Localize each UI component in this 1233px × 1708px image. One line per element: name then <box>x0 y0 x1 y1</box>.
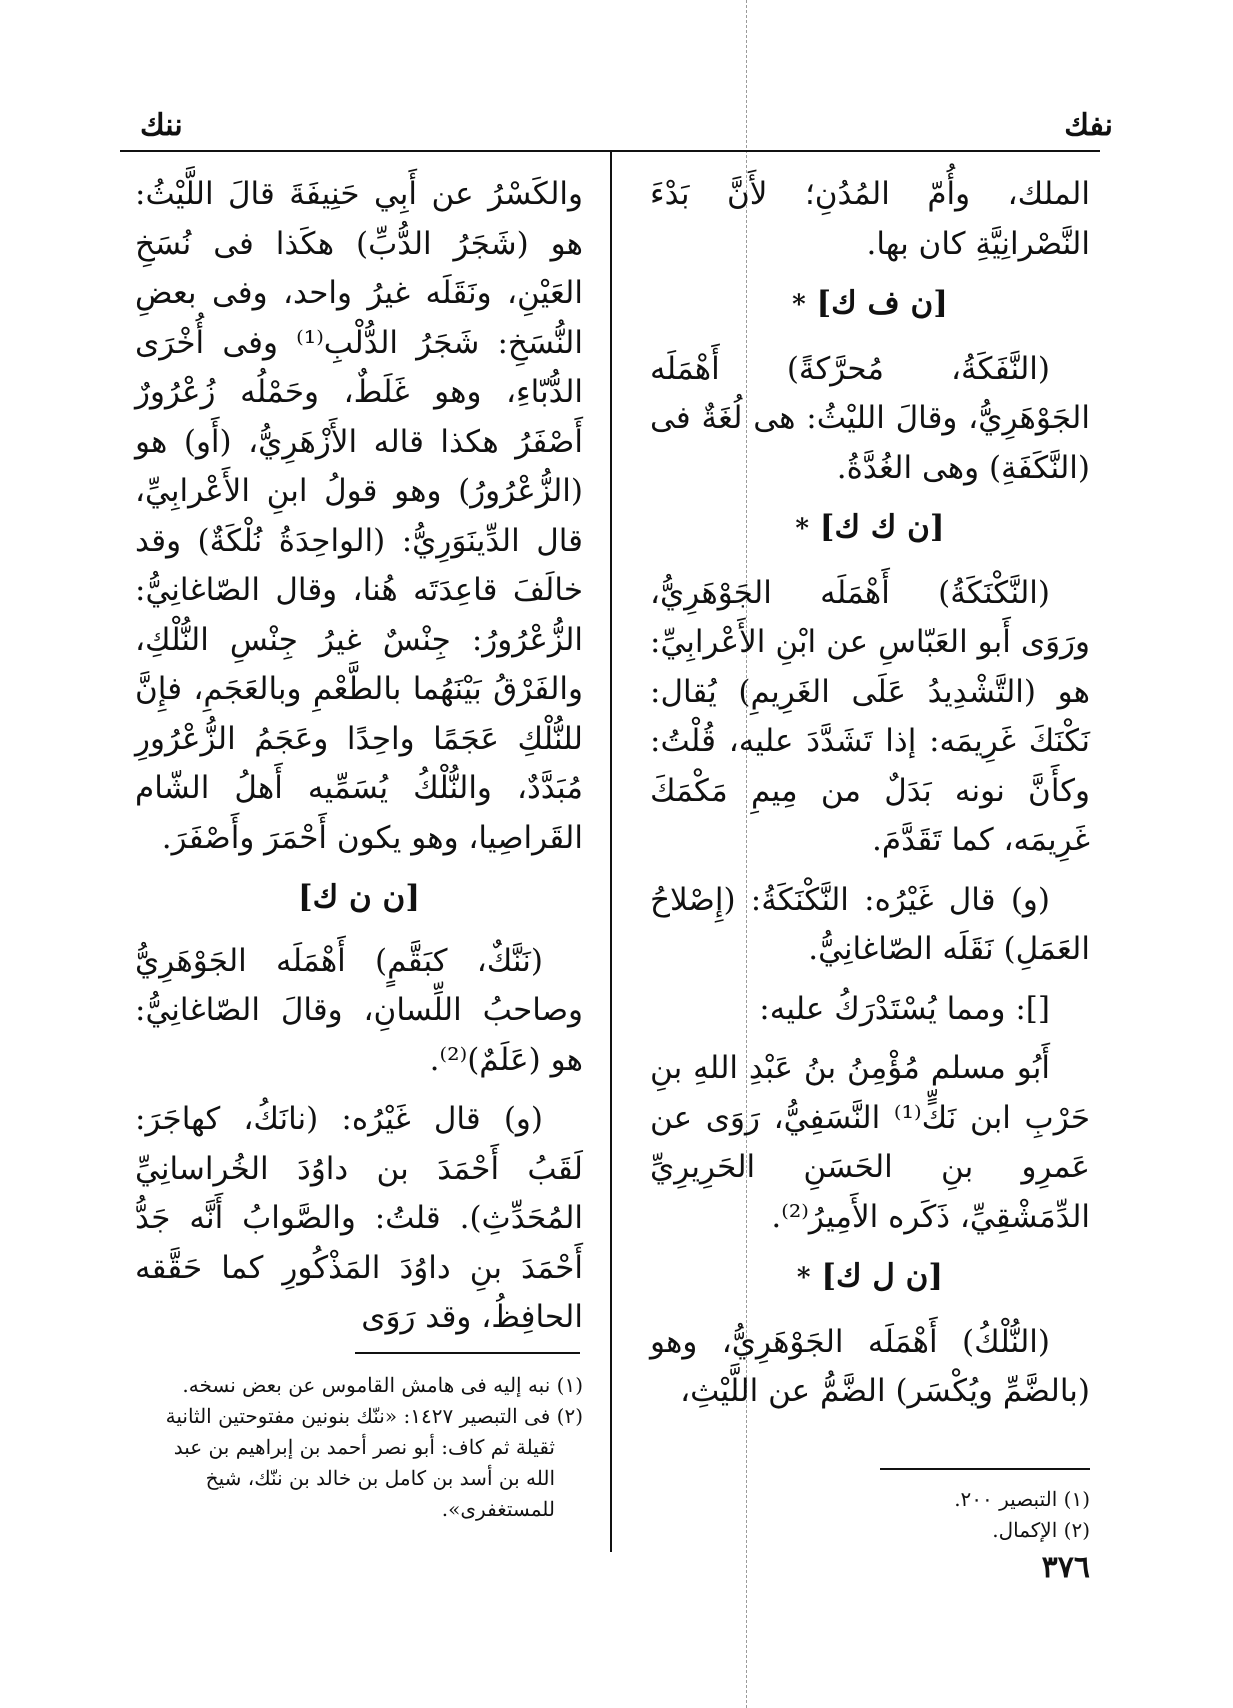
paragraph: (النَّكْنَكَةُ) أَهْمَلَه الجَوْهَرِيُّ، ورَوَى أَبو العَبّاسِ عن ابْنِ الأَعْرابِيِّ: هو (التَّشْدِيدُ عَلَى الغَرِيمِ) يُقال: نَكْنَكَ غَرِيمَه: إذا تَشَدَّدَ عليه، قُلْتُ: وكأَنَّ نونه بَدَلٌ من مِيمِ مَكْمَكَ غَرِيمَه، كما تَقَدَّمَ. <box>650 574 1090 858</box>
footnote-continuation: للمستغفرى». <box>441 1497 555 1521</box>
entry-heading-nkk <box>650 503 1090 555</box>
entry-heading-nnk <box>135 873 583 923</box>
footnote-continuation: ثقيلة ثم كاف: أبو نصر أحمد بن إبراهيم بن عبد <box>173 1435 555 1459</box>
right-column <box>650 170 1090 1427</box>
footnote: (٢) فى التبصير ١٤٢٧: «ننّك بنونين مفتوحتين الثانية <box>165 1404 583 1428</box>
paragraph: (النَّفَكَةُ، مُحرَّكةً) أَهْمَلَه الجَوْهَرِيُّ، وقالَ الليْثُ: هى لُغَةٌ فى (النَّكَفَةِ) وهى الغُدَّةُ. <box>650 350 1090 486</box>
page-number: ٣٧٦ <box>1041 1550 1090 1585</box>
entry-heading-text: [ن ف ك] <box>816 285 948 321</box>
footnote: (١) نبه إليه فى هامش القاموس عن بعض نسخه. <box>182 1373 583 1397</box>
paragraph: (و) قال غَيْرُه: النَّكْنَكَةُ: (إِصْلاحُ العَمَلِ) نَقَلَه الصّاغانِيُّ. <box>650 881 1090 967</box>
entry-star-icon: * <box>795 514 809 544</box>
entry-heading-nfk <box>650 279 1090 331</box>
paragraph: []: ومما يُسْتَدْرَكُ عليه: <box>759 990 1050 1027</box>
entry-star-icon: * <box>792 290 806 320</box>
paragraph: (نَنَّكٌ، كبَقَّمٍ) أَهْمَلَه الجَوْهَرِيُّ وصاحبُ اللِّسانِ، وقالَ الصّاغانِيُّ: هو (عَلَمٌ)⁽²⁾. <box>135 942 583 1078</box>
running-head-right: نفك <box>1064 108 1113 143</box>
column-divider <box>610 152 612 1552</box>
paragraph: الملك، وأُمّ المُدُنِ؛ لأَنَّ بَدْءَ النَّصْرانِيَّةِ كان بها. <box>650 176 1090 262</box>
paragraph: أَبُو مسلم مُؤْمِنُ بنُ عَبْدِ اللهِ بنِ حَرْبِ ابن نَكٍّ⁽¹⁾ النَّسَفِيُّ، رَوَى عن عَمرِو بنِ الحَسَنِ الحَرِيرِيِّ الدِّمَشْقِيِّ، ذَكَره الأَمِيرُ⁽²⁾. <box>650 1050 1090 1235</box>
footnotes-left <box>135 1370 583 1525</box>
entry-heading-text: [ن ل ك] <box>821 1258 944 1294</box>
running-head-left: ننك <box>140 108 183 143</box>
entry-heading-text: [ن ن ك] <box>297 879 420 915</box>
footnote: (١) التبصير ٢٠٠. <box>954 1487 1090 1511</box>
paragraph: (النُّلْكُ) أَهْمَلَه الجَوْهَرِيُّ، وهو (بالضَّمِّ ويُكْسَر) الضَّمُّ عن اللَّيْثِ، <box>650 1323 1090 1409</box>
left-column <box>135 170 583 1353</box>
footnote-continuation: الله بن أسد بن كامل بن خالد بن ننّك، شيخ <box>205 1466 555 1490</box>
entry-star-icon: * <box>796 1263 811 1293</box>
footnotes-right <box>880 1484 1090 1546</box>
paragraph: (و) قال غَيْرُه: (نانَكُ، كهاجَرَ: لَقَبُ أَحْمَدَ بن داوُدَ الخُراسانِيِّ المُحَدِّثِ). قلتُ: والصَّوابُ أَنَّه جَدُّ أَحْمَدَ بنِ داوُدَ المَذْكُورِ كما حَقَّقه الحافِظُ، وقد رَوَى <box>135 1101 583 1335</box>
entry-heading-nlk <box>650 1252 1090 1304</box>
paragraph: والكَسْرُ عن أَبِي حَنِيفَةَ قالَ اللَّيْثُ: هو (شَجَرُ الدُّبِّ) هكَذا فى نُسَخِ العَيْنِ، ونَقَلَه غيرُ واحد، وفى بعضِ النُّسَخِ: شَجَرُ الدُّلْبِ⁽¹⁾ وفى أُخْرَى الدُّبّاءِ، وهو غَلَطٌ، وحَمْلُه زُعْرُورٌ أَصْفَرُ هكذا قاله الأَزْهَرِيُّ، (أَو) هو (الزُّعْرُورُ) وهو قولُ ابنِ الأَعْرابِيِّ، قال الدِّينَوَرِيُّ: (الواحِدَةُ نُلْكَةٌ) وقد خالَفَ قاعِدَتَه هُنا، وقال الصّاغانِيُّ: الزُّعْرُورُ: جِنْسٌ غيرُ جِنْسِ النُّلْكِ، والفَرْقُ بَيْنَهُما بالطَّعْمِ وبالعَجَمِ، فإِنَّ للنُّلْكِ عَجَمًا واحِدًا وعَجَمُ الزُّعْرُورِ مُبَدَّدٌ، والنُّلْكُ يُسَمِّيه أَهلُ الشّام القَراصِيا، وهو يكون أَحْمَرَ وأَصْفَرَ. <box>135 176 583 856</box>
footnote-rule-right <box>880 1468 1090 1470</box>
footnote-rule-left <box>355 1352 580 1354</box>
footnote: (٢) الإكمال. <box>992 1518 1090 1542</box>
entry-heading-text: [ن ك ك] <box>819 509 945 545</box>
